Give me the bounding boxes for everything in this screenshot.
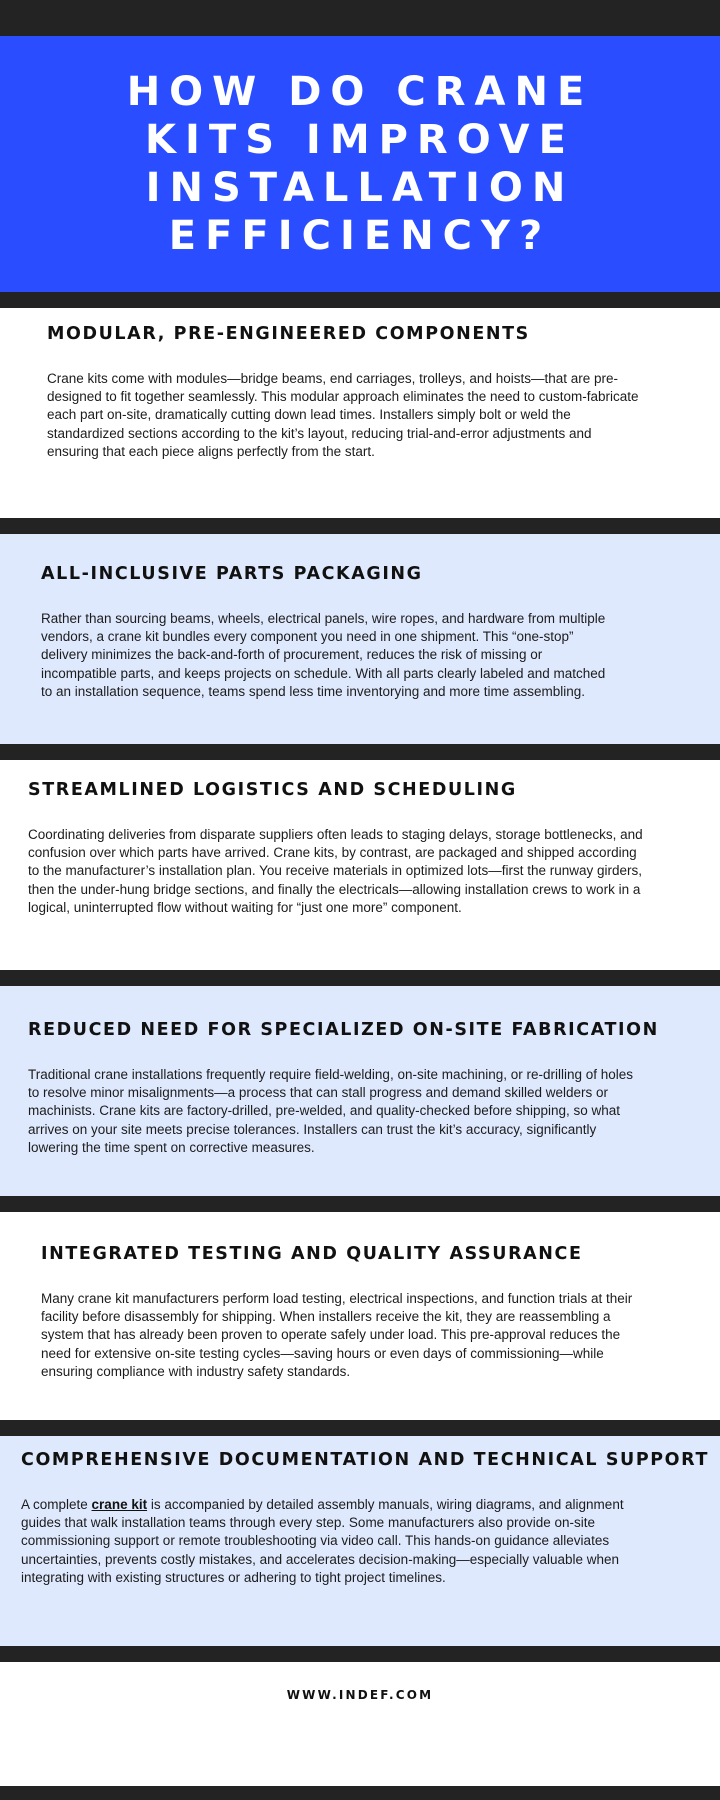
section-heading: ALL-INCLUSIVE PARTS PACKAGING — [41, 564, 423, 584]
section-heading: INTEGRATED TESTING AND QUALITY ASSURANCE — [41, 1244, 583, 1264]
section-body: Traditional crane installations frequently require field-welding, on-site machining, or re-drilling of holes to resolve minor misalignments—a process that can stall progress and demand skilled welders or machinists. Crane kits are factory-drilled, pre-welded, and quality-checked before shipping, so what arrives on your site meets precise tolerances. Installers can trust the kit’s accuracy, significantly lowering the time spent on corrective measures. — [28, 1067, 634, 1155]
section-body-text: A complete — [21, 1497, 92, 1512]
section-body: Many crane kit manufacturers perform load testing, electrical inspections, and function trials at their facility before disassembly for shipping. When installers receive the kit, they are reassembling a system that has already been proven to operate safely under load. This pre-approval reduces the need for extensive on-site testing cycles—saving hours or even days of commissioning—while ensuring compliance with industry safety standards. — [41, 1291, 633, 1379]
hero-banner — [0, 36, 720, 292]
footer — [0, 1662, 720, 1786]
section-heading: COMPREHENSIVE DOCUMENTATION AND TECHNICAL SUPPORT — [21, 1450, 709, 1470]
section-body — [21, 1496, 657, 1587]
section-body-text: is accompanied by detailed assembly manuals, wiring diagrams, and alignment guides that walk installation teams through every step. Some manufacturers also provide on-site commissioning support or remote troubleshooting via video call. This hands-on guidance alleviates uncertainties, prevents costly mistakes, and accelerates decision-making—especially valuable when integrating with existing structures or adhering to tight project timelines. — [21, 1497, 624, 1585]
section-modular — [0, 308, 720, 518]
section-logistics — [0, 760, 720, 970]
section-body: Coordinating deliveries from disparate suppliers often leads to staging delays, storage bottlenecks, and confusion over which parts have arrived. Crane kits, by contrast, are packaged and shipped according to the manufacturer’s installation plan. You receive materials in optimized lots—first the runway girders, then the under-hung bridge sections, and finally the electricals—allowing installation crews to work in a logical, uninterrupted flow without waiting for “just one more” component. — [28, 827, 643, 915]
section-packaging — [0, 534, 720, 744]
section-heading: STREAMLINED LOGISTICS AND SCHEDULING — [28, 780, 517, 800]
section-testing — [0, 1212, 720, 1420]
website-url: WWW.INDEF.COM — [286, 1688, 434, 1702]
section-fabrication — [0, 986, 720, 1196]
crane-kit-link[interactable]: crane kit — [91, 1497, 148, 1512]
section-documentation — [0, 1436, 720, 1646]
section-heading: REDUCED NEED FOR SPECIALIZED ON-SITE FABRICATION — [28, 1020, 659, 1040]
section-heading: MODULAR, PRE-ENGINEERED COMPONENTS — [47, 324, 530, 344]
section-body: Rather than sourcing beams, wheels, electrical panels, wire ropes, and hardware from multiple vendors, a crane kit bundles every component you need in one shipment. This “one-stop” delivery minimizes the back-and-forth of procurement, reduces the risk of missing or incompatible parts, and keeps projects on schedule. With all parts clearly labeled and matched to an installation sequence, teams spend less time inventorying and more time assembling. — [41, 611, 606, 699]
section-body: Crane kits come with modules—bridge beams, end carriages, trolleys, and hoists—that are pre-designed to fit together seamlessly. This modular approach eliminates the need to custom-fabricate each part on-site, dramatically cutting down lead times. Installers simply bolt or weld the standardized sections according to the kit’s layout, reducing trial-and-error adjustments and ensuring that each piece aligns perfectly from the start. — [47, 371, 639, 459]
page-title: HOW DO CRANE KITS IMPROVE INSTALLATION EFFICIENCY? — [126, 69, 594, 259]
